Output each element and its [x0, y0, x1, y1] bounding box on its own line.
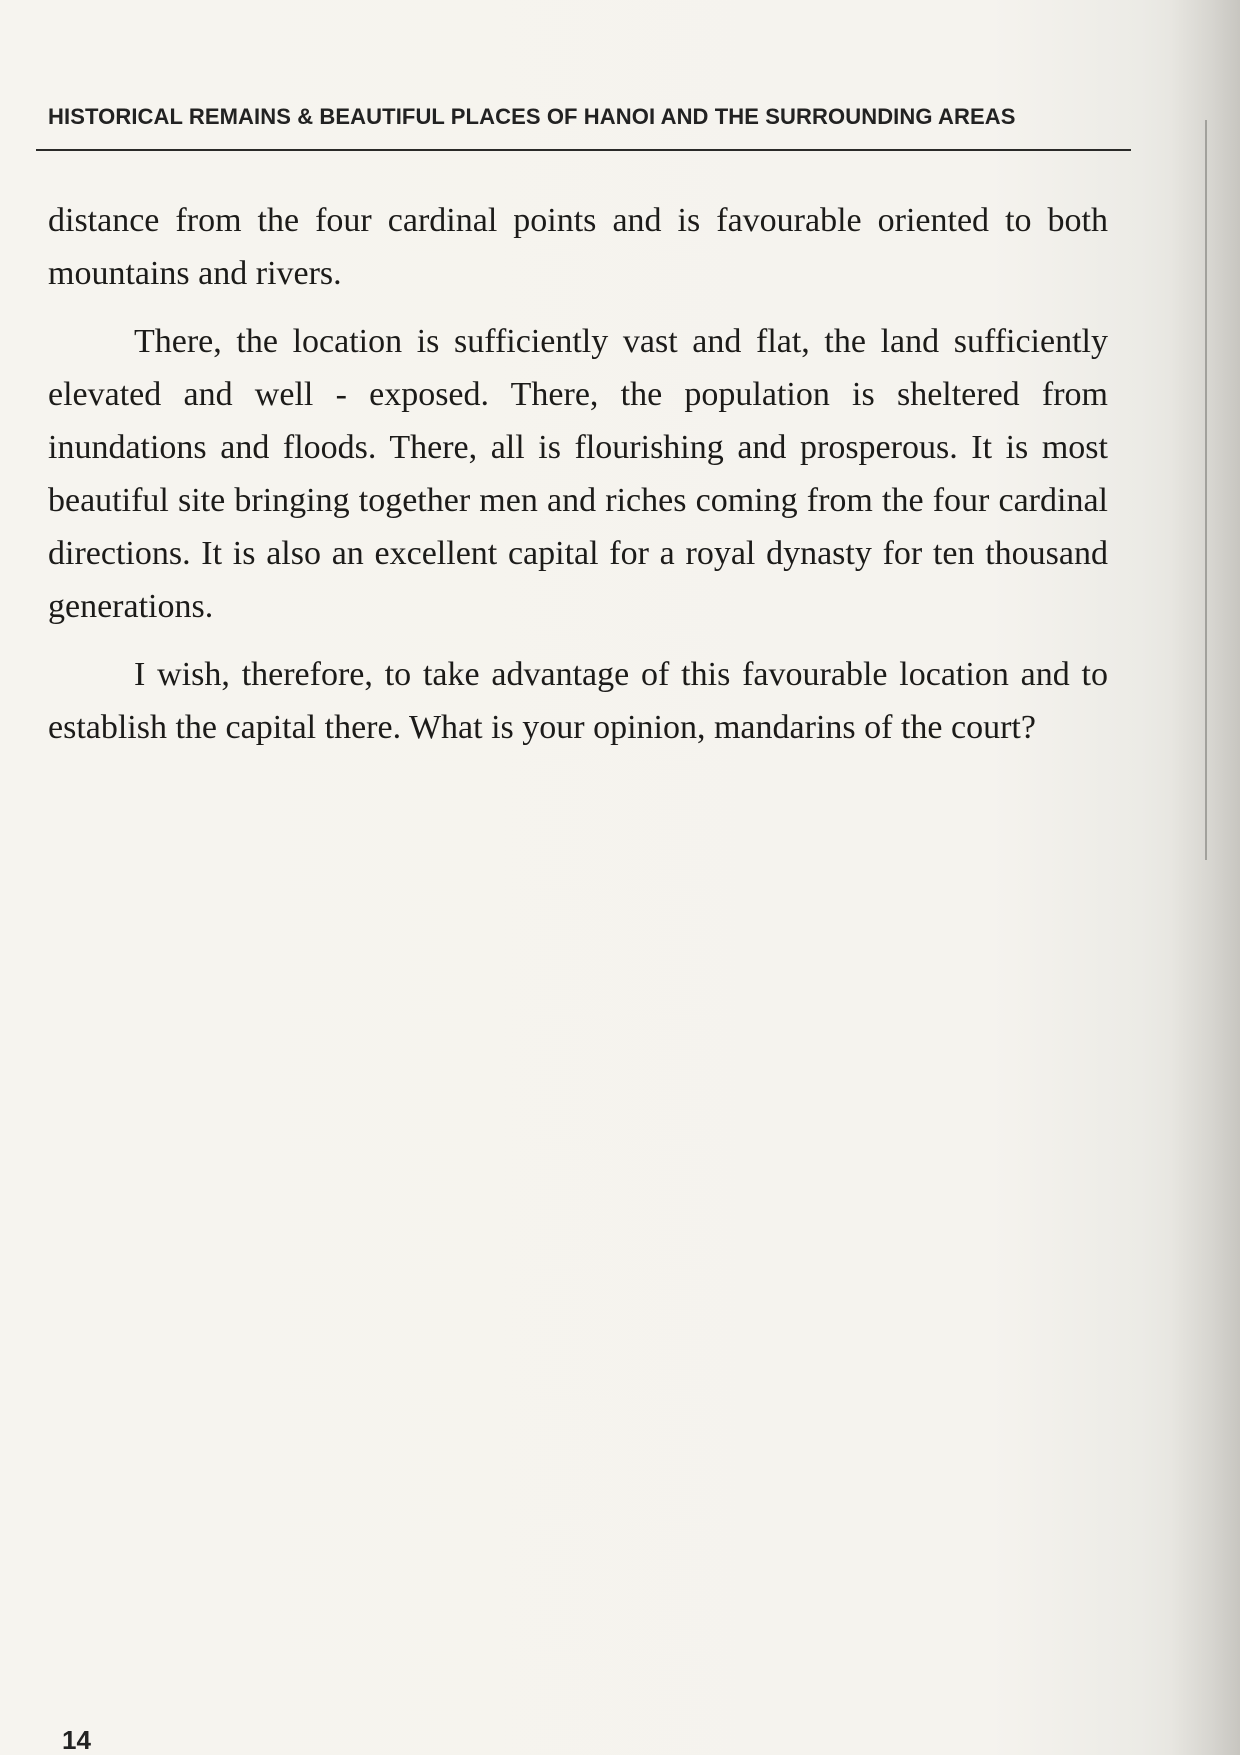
body-text	[48, 194, 1108, 769]
paragraph-1: distance from the four cardinal points and is favourable oriented to both mountains and rivers.	[48, 202, 1108, 292]
header-rule	[36, 149, 1131, 151]
paragraph-3: I wish, therefore, to take advantage of this favourable location and to establish the capital there. What is your opinion, mandarins of the court?	[48, 656, 1108, 746]
paragraph-2: There, the location is sufficiently vast and flat, the land sufficiently elevated and well - exposed. There, the population is sheltered from inundations and floods. There, all is flourishing and prosperous. It is most beautiful site bringing together men and riches coming from the four cardinal directions. It is also an excellent capital for a royal dynasty for ten thousand generations.	[48, 323, 1108, 625]
page-edge-line	[1205, 120, 1207, 860]
page-number: 14	[62, 1725, 91, 1755]
running-head: HISTORICAL REMAINS & BEAUTIFUL PLACES OF HANOI AND THE SURROUNDING AREAS	[48, 104, 1016, 129]
